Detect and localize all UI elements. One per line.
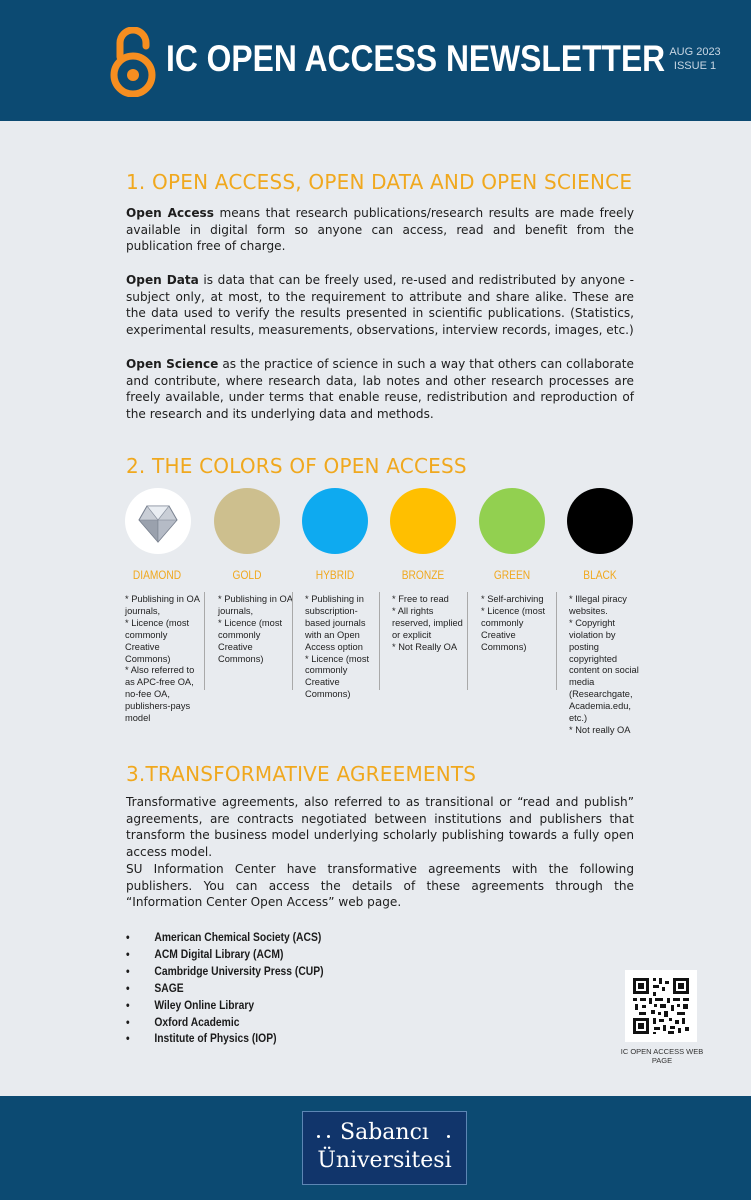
diamond-label: DIAMOND (132, 568, 182, 582)
su-information-center-paragraph: SU Information Center have transformative agreements with the following publishers. You can access the details of these agreements through the “Information Center Open Access” web page. (126, 862, 634, 910)
column-divider (379, 592, 380, 690)
bronze-description: * Free to read * All rights reserved, implied or explicit * Not Really OA (392, 594, 463, 652)
column-divider (292, 592, 293, 690)
black-circle (567, 488, 633, 554)
newsletter-title: IC OPEN ACCESS NEWSLETTER (166, 38, 666, 79)
list-item: • SAGE (126, 980, 324, 997)
open-access-term: Open Access (126, 206, 214, 220)
open-access-paragraph (126, 205, 634, 255)
list-item: • Cambridge University Press (CUP) (126, 963, 324, 980)
transformative-agreements-paragraph: Transformative agreements, also referred to as transitional or “read and publish” agreements, are contracts negotiated between institutions and publishers that transform the business model underlying scholarly publishing towards a fully open access model. (126, 795, 634, 859)
section-1-title: 1. OPEN ACCESS, OPEN DATA AND OPEN SCIENCE (126, 170, 633, 194)
column-divider (204, 592, 205, 690)
black-description: * Illegal piracy websites. * Copyright violation by posting copyrighted content on social media (Researchgate, Academia.edu, etc.) * Not really OA (569, 594, 639, 735)
gold-description: * Publishing in OA journals, * Licence (most commonly Creative Commons) (218, 594, 293, 664)
open-data-paragraph (126, 272, 634, 338)
issue-number: ISSUE 1 (673, 60, 717, 72)
list-item: • American Chemical Society (ACS) (126, 929, 324, 946)
open-access-lock-icon (106, 27, 160, 97)
newsletter-header (0, 0, 751, 121)
hybrid-label: HYBRID (315, 568, 355, 582)
green-circle (479, 488, 545, 554)
list-item: • Oxford Academic (126, 1014, 324, 1031)
open-data-term: Open Data (126, 273, 199, 287)
gold-label: GOLD (232, 568, 262, 582)
qr-code-icon (625, 970, 697, 1042)
list-item: • Wiley Online Library (126, 997, 324, 1014)
hybrid-description: * Publishing in subscription-based journals with an Open Access option * Licence (most commonly Creative Commons) (305, 594, 370, 700)
logo-line-2: Üniversitesi (317, 1148, 452, 1173)
black-label: BLACK (583, 568, 617, 582)
list-item: • ACM Digital Library (ACM) (126, 946, 324, 963)
logo-line-1: Sabancı (340, 1120, 429, 1145)
bronze-circle (390, 488, 456, 554)
issue-date: AUG 2023 (669, 46, 721, 58)
open-science-paragraph (126, 356, 634, 422)
open-data-definition: is data that can be freely used, re-used and redistributed by anyone - subject only, at most, to the requirement to attribute and share alike. These are the data used to verify the results presented in scientific publications. (Statistics, experimental results, measurements, observations, interview records, images, etc.) (126, 273, 634, 337)
column-divider (556, 592, 557, 690)
hybrid-circle (302, 488, 368, 554)
diamond-description: * Publishing in OA journals, * Licence (most commonly Creative Commons) * Also referred to as APC-free OA, no-fee OA, publishers-pays model (125, 594, 200, 724)
open-science-definition: as the practice of science in such a way that others can collaborate and contribute, where research data, lab notes and other research processes are freely available, under terms that enable reuse, redistribution and reproduction of the research and its underlying data and methods. (126, 357, 634, 421)
green-description: * Self-archiving * Licence (most commonly Creative Commons) (481, 594, 546, 652)
green-label: GREEN (493, 568, 531, 582)
diamond-icon (125, 488, 191, 554)
issue-info (660, 45, 730, 73)
column-divider (467, 592, 468, 690)
open-access-definition: means that research publications/research results are made freely available in digital form so anyone can access, read and benefit from the publication free of charge. (126, 206, 634, 254)
section-2-title: 2. THE COLORS OF OPEN ACCESS (126, 454, 467, 478)
qr-caption: IC OPEN ACCESS WEB PAGE (620, 1047, 704, 1065)
section-3-title: 3.TRANSFORMATIVE AGREEMENTS (126, 762, 477, 786)
qr-code[interactable] (625, 970, 697, 1042)
sabanci-university-logo (302, 1111, 467, 1185)
list-item: • Institute of Physics (IOP) (126, 1030, 324, 1047)
publisher-list (126, 929, 356, 1047)
bronze-label: BRONZE (401, 568, 445, 582)
diamond-circle (125, 488, 191, 554)
open-science-term: Open Science (126, 357, 219, 371)
gold-circle (214, 488, 280, 554)
